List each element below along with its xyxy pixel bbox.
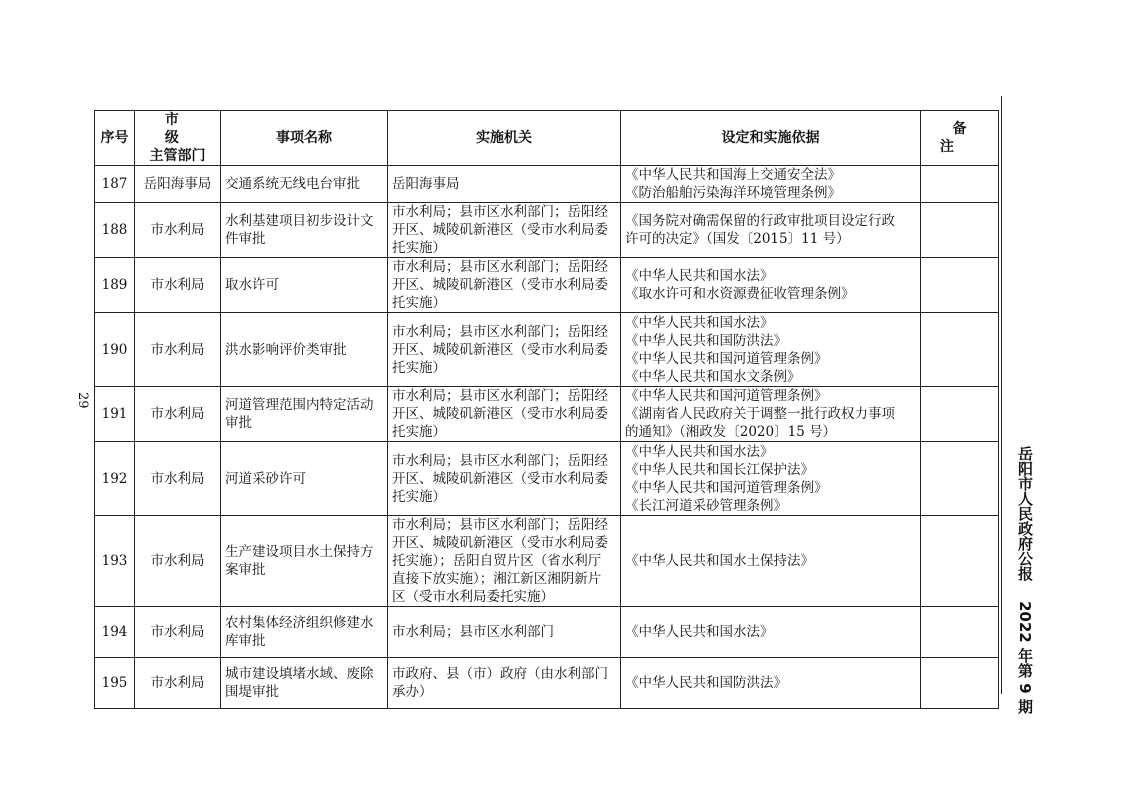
cell-item-name-line: 围堤审批 (225, 684, 279, 700)
cell-org-line: 市水利局；县市区水利部门；岳阳经 (392, 259, 608, 275)
cell-item-name-line: 审批 (225, 415, 252, 431)
cell-org-line: 市水利局；县市区水利部门；岳阳经 (392, 204, 608, 220)
cell-item-name-line: 河道管理范围内特定活动 (225, 397, 374, 413)
cell-item-name (221, 258, 388, 313)
table-header-row (95, 111, 999, 166)
cell-item-name-line: 件审批 (225, 231, 266, 247)
cell-dept: 市水利局 (135, 203, 221, 258)
header-org: 实施机关 (388, 111, 621, 166)
cell-basis-line: 《取水许可和水资源费征收管理条例》 (625, 286, 855, 302)
cell-org-line: 开区、城陵矶新港区（受市水利局委 (392, 277, 608, 293)
cell-basis-line: 《防治船舶污染海洋环境管理条例》 (625, 185, 841, 201)
table-row (95, 516, 999, 607)
cell-item-name (221, 442, 388, 516)
cell-basis (621, 442, 921, 516)
table-row (95, 387, 999, 442)
table-row (95, 658, 999, 709)
cell-org (388, 313, 621, 387)
cell-basis-line: 的通知》（湘政发〔2020〕15 号） (625, 424, 837, 440)
cell-org-line: 托实施） (392, 240, 446, 256)
table-row (95, 203, 999, 258)
cell-org (388, 516, 621, 607)
cell-item-name (221, 658, 388, 709)
cell-basis-line: 《长江河道采砂管理条例》 (625, 497, 787, 514)
cell-item-name (221, 203, 388, 258)
cell-basis (621, 203, 921, 258)
page-number: 29 (75, 391, 90, 409)
cell-org-line: 市水利局；县市区水利部门；岳阳经 (392, 517, 608, 533)
table-row (95, 258, 999, 313)
cell-seq: 188 (95, 203, 135, 258)
publication-title: 岳阳市人民政府公报 (1016, 446, 1034, 581)
header-note (921, 111, 999, 166)
cell-org-line: 托实施） (392, 488, 446, 505)
cell-basis (621, 258, 921, 313)
cell-item-name-line: 河道采砂许可 (225, 470, 306, 487)
cell-item-name (221, 166, 388, 203)
cell-dept: 市水利局 (135, 516, 221, 607)
cell-org-line: 市水利局；县市区水利部门；岳阳经 (392, 452, 608, 469)
cell-org-line: 岳阳海事局 (392, 176, 460, 192)
cell-org (388, 387, 621, 442)
cell-seq: 190 (95, 313, 135, 387)
cell-basis-line: 《湖南省人民政府关于调整一批行政权力事项 (625, 406, 895, 422)
cell-org (388, 442, 621, 516)
cell-basis-line: 《中华人民共和国防洪法》 (625, 332, 787, 349)
cell-note (921, 258, 999, 313)
cell-basis-line: 《中华人民共和国河道管理条例》 (625, 388, 828, 404)
cell-basis-line: 《国务院对确需保留的行政审批项目设定行政 (625, 213, 895, 229)
cell-item-name-line: 农村集体经济组织修建水 (225, 615, 374, 631)
cell-seq: 194 (95, 607, 135, 658)
cell-item-name-line: 取水许可 (225, 277, 279, 293)
cell-org (388, 258, 621, 313)
cell-item-name-line: 城市建设填堵水域、废除 (225, 666, 374, 682)
cell-note (921, 442, 999, 516)
cell-dept: 岳阳海事局 (135, 166, 221, 203)
cell-basis (621, 387, 921, 442)
cell-org-line: 开区、城陵矶新港区（受市水利局委 (392, 341, 608, 358)
table-body (95, 166, 999, 709)
header-basis: 设定和实施依据 (621, 111, 921, 166)
cell-item-name (221, 607, 388, 658)
table-row (95, 166, 999, 203)
cell-org-line: 托实施） (392, 295, 446, 311)
cell-seq: 191 (95, 387, 135, 442)
cell-org-line: 承办） (392, 684, 433, 700)
cell-basis-line: 《中华人民共和国水法》 (625, 443, 774, 460)
cell-basis-line: 《中华人民共和国防洪法》 (625, 675, 787, 691)
cell-org-line: 市水利局；县市区水利部门 (392, 624, 554, 640)
table-row (95, 313, 999, 387)
cell-basis-line: 《中华人民共和国水文条例》 (625, 368, 801, 385)
header-seq: 序号 (95, 111, 135, 166)
cell-dept: 市水利局 (135, 313, 221, 387)
cell-org (388, 658, 621, 709)
cell-org (388, 203, 621, 258)
publication-sidebar (1006, 446, 1036, 714)
cell-note (921, 658, 999, 709)
cell-note (921, 313, 999, 387)
header-item-name: 事项名称 (221, 111, 388, 166)
cell-item-name-line: 洪水影响评价类审批 (225, 341, 347, 358)
cell-basis-line: 《中华人民共和国河道管理条例》 (625, 350, 828, 367)
cell-note (921, 387, 999, 442)
cell-basis-line: 《中华人民共和国水法》 (625, 314, 774, 331)
cell-org-line: 市政府、县（市）政府（由水利部门 (392, 666, 608, 682)
cell-dept: 市水利局 (135, 607, 221, 658)
cell-seq: 192 (95, 442, 135, 516)
cell-basis-line: 《中华人民共和国水法》 (625, 624, 774, 640)
header-note-label: 备注 (939, 121, 992, 155)
cell-org-line: 托实施） (392, 424, 446, 440)
cell-basis (621, 166, 921, 203)
cell-item-name (221, 387, 388, 442)
cell-note (921, 607, 999, 658)
approval-items-table (94, 110, 999, 709)
cell-seq: 195 (95, 658, 135, 709)
cell-dept: 市水利局 (135, 442, 221, 516)
cell-seq: 189 (95, 258, 135, 313)
cell-org-line: 开区、城陵矶新港区（受市水利局委 (392, 535, 608, 551)
cell-org-line: 托实施）；岳阳自贸片区（省水利厅 (392, 553, 602, 569)
cell-org-line: 托实施） (392, 359, 446, 376)
cell-org-line: 直接下放实施）；湘江新区湘阴新片 (392, 571, 602, 587)
cell-item-name-line: 交通系统无线电台审批 (225, 176, 360, 192)
cell-basis (621, 313, 921, 387)
cell-basis-line: 《中华人民共和国海上交通安全法》 (625, 167, 841, 183)
margin-rule (1001, 96, 1002, 694)
table-row (95, 607, 999, 658)
cell-seq: 193 (95, 516, 135, 607)
cell-item-name-line: 生产建设项目水土保持方 (225, 544, 374, 560)
cell-seq: 187 (95, 166, 135, 203)
cell-org (388, 166, 621, 203)
cell-org (388, 607, 621, 658)
cell-org-line: 开区、城陵矶新港区（受市水利局委 (392, 222, 608, 238)
cell-note (921, 166, 999, 203)
cell-item-name-line: 水利基建项目初步设计文 (225, 213, 374, 229)
cell-basis-line: 许可的决定》（国发〔2015〕11 号） (625, 231, 850, 247)
cell-note (921, 203, 999, 258)
cell-basis-line: 《中华人民共和国长江保护法》 (625, 461, 814, 478)
cell-basis-line: 《中华人民共和国河道管理条例》 (625, 479, 828, 496)
cell-dept: 市水利局 (135, 658, 221, 709)
cell-item-name (221, 516, 388, 607)
cell-item-name-line: 库审批 (225, 633, 266, 649)
cell-dept: 市水利局 (135, 258, 221, 313)
cell-note (921, 516, 999, 607)
header-dept-line2: 主管部门 (149, 148, 206, 164)
cell-dept: 市水利局 (135, 387, 221, 442)
cell-basis-line: 《中华人民共和国水土保持法》 (625, 553, 814, 569)
cell-item-name (221, 313, 388, 387)
cell-org-line: 开区、城陵矶新港区（受市水利局委 (392, 470, 608, 487)
cell-item-name-line: 案审批 (225, 562, 266, 578)
cell-basis (621, 607, 921, 658)
cell-org-line: 开区、城陵矶新港区（受市水利局委 (392, 406, 608, 422)
cell-org-line: 市水利局；县市区水利部门；岳阳经 (392, 323, 608, 340)
issue-label: 2022 年第 9 期 (1016, 601, 1034, 714)
cell-basis (621, 658, 921, 709)
table-row (95, 442, 999, 516)
cell-basis (621, 516, 921, 607)
cell-basis-line: 《中华人民共和国水法》 (625, 268, 774, 284)
header-dept-line1: 市级 (164, 112, 207, 146)
cell-org-line: 市水利局；县市区水利部门；岳阳经 (392, 388, 608, 404)
cell-org-line: 区（受市水利局委托实施） (392, 589, 554, 605)
header-dept (135, 111, 221, 166)
